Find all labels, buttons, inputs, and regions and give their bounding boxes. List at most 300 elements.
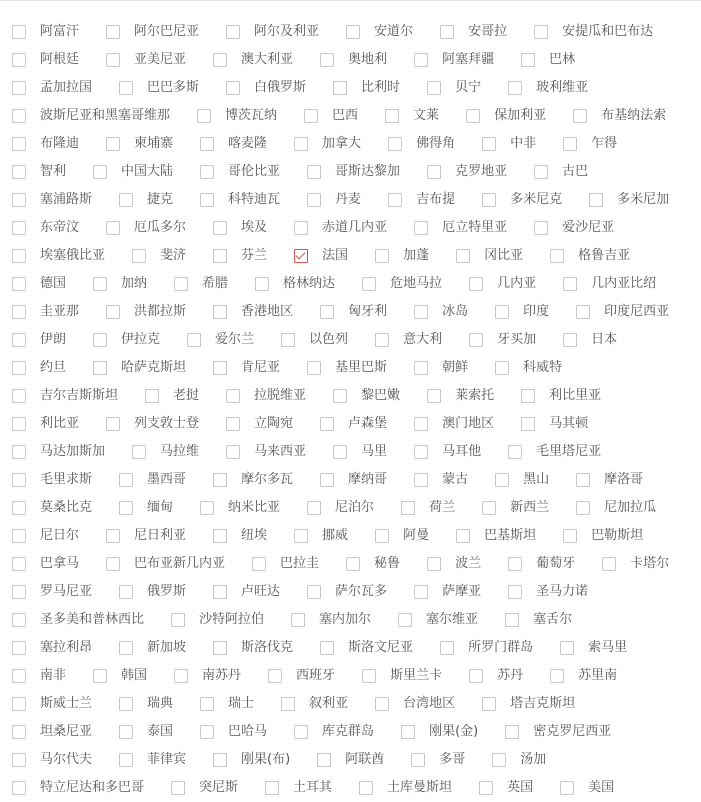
checkbox[interactable] (119, 501, 133, 515)
checkbox[interactable] (200, 137, 214, 151)
country-option[interactable] (265, 781, 332, 795)
country-option[interactable] (482, 193, 562, 207)
country-option[interactable] (563, 333, 617, 347)
country-option[interactable] (200, 725, 267, 739)
country-option[interactable] (106, 221, 186, 235)
checkbox[interactable] (479, 781, 493, 795)
checkbox[interactable] (317, 753, 331, 767)
checkbox[interactable] (119, 697, 133, 711)
country-option[interactable] (174, 277, 228, 291)
country-option[interactable] (213, 753, 290, 767)
checkbox[interactable] (333, 445, 347, 459)
checkbox[interactable] (12, 81, 26, 95)
checkbox[interactable] (375, 697, 389, 711)
checkbox[interactable] (320, 417, 334, 431)
checkbox[interactable] (346, 25, 360, 39)
checkbox[interactable] (440, 641, 454, 655)
checkbox[interactable] (12, 221, 26, 235)
checkbox[interactable] (171, 781, 185, 795)
checkbox[interactable] (12, 389, 26, 403)
country-option[interactable] (482, 137, 536, 151)
checkbox[interactable] (12, 249, 26, 263)
checkbox[interactable] (145, 389, 159, 403)
country-option[interactable] (119, 697, 173, 711)
country-option[interactable] (12, 501, 92, 515)
checkbox[interactable] (106, 137, 120, 151)
country-option[interactable] (414, 53, 494, 67)
checkbox[interactable] (307, 501, 321, 515)
checkbox[interactable] (12, 669, 26, 683)
checkbox[interactable] (213, 585, 227, 599)
country-option[interactable] (320, 53, 387, 67)
country-option[interactable] (106, 529, 186, 543)
country-option[interactable] (12, 53, 79, 67)
checkbox[interactable] (427, 389, 441, 403)
country-option[interactable] (119, 641, 186, 655)
country-option[interactable] (106, 417, 199, 431)
checkbox[interactable] (294, 137, 308, 151)
checkbox[interactable] (427, 81, 441, 95)
country-option[interactable] (171, 613, 264, 627)
checkbox[interactable] (12, 445, 26, 459)
checkbox[interactable] (12, 109, 26, 123)
country-option[interactable] (119, 81, 199, 95)
country-option[interactable] (12, 669, 66, 683)
country-option[interactable] (505, 613, 572, 627)
checkbox[interactable] (119, 473, 133, 487)
country-option[interactable] (414, 417, 494, 431)
checkbox[interactable] (414, 361, 428, 375)
country-option[interactable] (12, 137, 79, 151)
country-option[interactable] (12, 445, 105, 459)
country-option[interactable] (12, 697, 92, 711)
checkbox[interactable] (550, 669, 564, 683)
country-option[interactable] (427, 557, 481, 571)
country-option[interactable] (414, 445, 481, 459)
checkbox[interactable] (304, 109, 318, 123)
checkbox[interactable] (12, 53, 26, 67)
checkbox[interactable] (294, 221, 308, 235)
country-option[interactable] (106, 25, 199, 39)
checkbox[interactable] (200, 193, 214, 207)
country-option[interactable] (456, 529, 536, 543)
checkbox[interactable] (12, 613, 26, 627)
checkbox[interactable] (119, 585, 133, 599)
country-option[interactable] (411, 753, 465, 767)
country-option[interactable] (213, 585, 280, 599)
checkbox[interactable] (213, 221, 227, 235)
checkbox[interactable] (320, 305, 334, 319)
checkbox[interactable] (12, 333, 26, 347)
checkbox[interactable] (440, 25, 454, 39)
country-option[interactable] (200, 165, 280, 179)
checkbox[interactable] (414, 585, 428, 599)
checkbox[interactable] (281, 697, 295, 711)
country-option[interactable] (187, 333, 254, 347)
checkbox[interactable] (226, 81, 240, 95)
country-option[interactable] (320, 417, 387, 431)
checkbox[interactable] (362, 669, 376, 683)
country-option[interactable] (119, 193, 173, 207)
country-option[interactable] (414, 221, 507, 235)
country-option[interactable] (213, 221, 267, 235)
checkbox[interactable] (213, 249, 227, 263)
checkbox[interactable] (508, 445, 522, 459)
checkbox[interactable] (521, 389, 535, 403)
country-option[interactable] (576, 501, 656, 515)
country-option[interactable] (12, 109, 170, 123)
checkbox[interactable] (294, 725, 308, 739)
checkbox[interactable] (93, 361, 107, 375)
checkbox[interactable] (589, 193, 603, 207)
checkbox[interactable] (482, 137, 496, 151)
checkbox[interactable] (505, 613, 519, 627)
country-option[interactable] (440, 641, 533, 655)
country-option[interactable] (12, 389, 118, 403)
country-option[interactable] (375, 697, 455, 711)
checkbox[interactable] (200, 165, 214, 179)
country-option[interactable] (12, 249, 105, 263)
country-option[interactable] (505, 725, 611, 739)
country-option[interactable] (213, 53, 293, 67)
country-option[interactable] (401, 501, 455, 515)
country-option[interactable] (12, 753, 92, 767)
country-option[interactable] (12, 529, 79, 543)
checkbox[interactable] (200, 725, 214, 739)
checkbox[interactable] (12, 641, 26, 655)
country-option[interactable] (534, 25, 653, 39)
country-option[interactable] (388, 137, 455, 151)
country-option[interactable] (563, 277, 656, 291)
country-option[interactable] (213, 529, 267, 543)
checkbox[interactable] (213, 361, 227, 375)
checkbox[interactable] (362, 277, 376, 291)
checkbox[interactable] (414, 305, 428, 319)
country-option[interactable] (226, 445, 306, 459)
checkbox[interactable] (560, 781, 574, 795)
checkbox[interactable] (106, 557, 120, 571)
country-option[interactable] (106, 137, 173, 151)
checkbox[interactable] (521, 53, 535, 67)
checkbox[interactable] (550, 249, 564, 263)
country-option[interactable] (119, 753, 186, 767)
checkbox[interactable] (12, 585, 26, 599)
country-option[interactable] (359, 781, 452, 795)
checkbox[interactable] (320, 641, 334, 655)
country-option[interactable] (521, 389, 601, 403)
checkbox[interactable] (573, 109, 587, 123)
country-option[interactable] (213, 361, 280, 375)
country-option[interactable] (414, 361, 468, 375)
country-option[interactable] (466, 109, 546, 123)
checkbox[interactable] (534, 25, 548, 39)
country-option[interactable] (495, 473, 549, 487)
checkbox[interactable] (12, 277, 26, 291)
country-option[interactable] (388, 193, 455, 207)
checkbox[interactable] (265, 781, 279, 795)
country-option[interactable] (294, 529, 348, 543)
checkbox[interactable] (213, 753, 227, 767)
country-option[interactable] (93, 669, 147, 683)
checkbox[interactable] (213, 529, 227, 543)
country-option[interactable] (362, 669, 442, 683)
country-option[interactable] (12, 277, 66, 291)
checkbox[interactable] (576, 305, 590, 319)
country-option[interactable] (375, 249, 429, 263)
country-option[interactable] (492, 753, 546, 767)
country-option[interactable] (550, 669, 617, 683)
checkbox[interactable] (508, 557, 522, 571)
checkbox[interactable] (521, 417, 535, 431)
country-option[interactable] (132, 445, 199, 459)
checkbox[interactable] (560, 641, 574, 655)
checkbox[interactable] (414, 221, 428, 235)
country-option[interactable] (12, 361, 66, 375)
country-option[interactable] (145, 389, 199, 403)
checkbox[interactable] (268, 669, 282, 683)
checkbox[interactable] (119, 753, 133, 767)
checkbox[interactable] (375, 529, 389, 543)
checkbox[interactable] (359, 781, 373, 795)
checkbox[interactable] (12, 305, 26, 319)
checkbox[interactable] (12, 529, 26, 543)
checkbox[interactable] (563, 529, 577, 543)
country-option[interactable] (469, 277, 536, 291)
country-option[interactable] (93, 361, 186, 375)
country-option[interactable] (508, 81, 588, 95)
country-option[interactable] (307, 501, 374, 515)
checkbox[interactable] (469, 277, 483, 291)
country-option[interactable] (521, 53, 575, 67)
checkbox[interactable] (226, 417, 240, 431)
checkbox[interactable] (398, 613, 412, 627)
checkbox[interactable] (106, 529, 120, 543)
country-option[interactable] (12, 473, 92, 487)
checkbox[interactable] (132, 445, 146, 459)
country-option[interactable] (427, 81, 481, 95)
checkbox[interactable] (12, 361, 26, 375)
checkbox[interactable] (119, 725, 133, 739)
checkbox[interactable] (12, 25, 26, 39)
country-option[interactable] (495, 305, 549, 319)
country-option[interactable] (346, 25, 413, 39)
country-option[interactable] (294, 137, 361, 151)
country-option[interactable] (550, 249, 630, 263)
country-option[interactable] (200, 697, 254, 711)
country-option[interactable] (469, 333, 536, 347)
country-option[interactable] (508, 445, 601, 459)
checkbox[interactable] (12, 417, 26, 431)
checkbox[interactable] (482, 193, 496, 207)
country-option[interactable] (414, 585, 481, 599)
country-option[interactable] (106, 557, 225, 571)
checkbox[interactable] (12, 697, 26, 711)
checkbox[interactable] (12, 725, 26, 739)
country-option[interactable] (307, 361, 387, 375)
checkbox[interactable] (333, 81, 347, 95)
checkbox[interactable] (505, 725, 519, 739)
checkbox[interactable] (456, 529, 470, 543)
country-option[interactable] (508, 557, 575, 571)
country-option[interactable] (362, 277, 442, 291)
checkbox[interactable] (563, 137, 577, 151)
country-option[interactable] (563, 529, 643, 543)
checkbox[interactable] (132, 249, 146, 263)
checkbox[interactable] (213, 641, 227, 655)
country-option[interactable] (589, 193, 669, 207)
country-option[interactable] (307, 165, 400, 179)
country-option[interactable] (119, 473, 186, 487)
checkbox[interactable] (466, 109, 480, 123)
country-option[interactable] (304, 109, 358, 123)
country-option[interactable] (197, 109, 277, 123)
country-option[interactable] (375, 529, 429, 543)
country-option[interactable] (414, 305, 468, 319)
country-option[interactable] (333, 389, 400, 403)
checkbox[interactable] (226, 25, 240, 39)
checkbox[interactable] (93, 277, 107, 291)
country-option[interactable] (226, 25, 319, 39)
country-option[interactable] (106, 305, 186, 319)
country-option[interactable] (534, 165, 588, 179)
checkbox[interactable] (255, 277, 269, 291)
country-option[interactable] (171, 781, 238, 795)
checkbox[interactable] (563, 277, 577, 291)
country-option[interactable] (320, 473, 387, 487)
country-option[interactable] (12, 585, 92, 599)
country-option[interactable] (333, 81, 400, 95)
country-option[interactable] (320, 305, 387, 319)
checkbox[interactable] (414, 445, 428, 459)
checkbox[interactable] (375, 249, 389, 263)
country-option[interactable] (226, 389, 306, 403)
checkbox[interactable] (119, 81, 133, 95)
country-option[interactable] (252, 557, 319, 571)
checkbox[interactable] (602, 557, 616, 571)
checkbox[interactable] (119, 641, 133, 655)
country-option[interactable] (12, 25, 79, 39)
country-option[interactable] (576, 305, 669, 319)
country-option[interactable] (93, 333, 160, 347)
country-option[interactable] (119, 585, 186, 599)
checkbox[interactable] (213, 305, 227, 319)
checkbox[interactable] (281, 333, 295, 347)
checkbox[interactable] (414, 473, 428, 487)
checkbox[interactable] (375, 333, 389, 347)
checkbox[interactable] (333, 389, 347, 403)
country-option[interactable] (12, 417, 79, 431)
checkbox[interactable] (385, 109, 399, 123)
country-option[interactable] (132, 249, 186, 263)
country-option[interactable] (414, 473, 468, 487)
checkbox[interactable] (508, 81, 522, 95)
country-option[interactable] (375, 333, 442, 347)
country-option[interactable] (307, 193, 361, 207)
checkbox[interactable] (252, 557, 266, 571)
checkbox[interactable] (12, 557, 26, 571)
checkbox[interactable] (401, 725, 415, 739)
checkbox[interactable] (534, 165, 548, 179)
country-option[interactable] (174, 669, 241, 683)
checkbox[interactable] (414, 53, 428, 67)
checkbox[interactable] (388, 137, 402, 151)
checkbox[interactable] (469, 333, 483, 347)
checkbox[interactable] (226, 445, 240, 459)
country-option[interactable] (427, 389, 494, 403)
checkbox[interactable] (197, 109, 211, 123)
country-option[interactable] (560, 641, 627, 655)
checkbox[interactable] (401, 501, 415, 515)
country-option[interactable] (482, 501, 549, 515)
country-option[interactable] (456, 249, 523, 263)
checkbox[interactable] (508, 585, 522, 599)
country-option[interactable] (213, 473, 293, 487)
checkbox[interactable] (388, 193, 402, 207)
checkbox[interactable] (469, 669, 483, 683)
country-option[interactable] (213, 305, 293, 319)
checkbox[interactable] (226, 389, 240, 403)
checkbox[interactable] (495, 305, 509, 319)
checkbox[interactable] (12, 137, 26, 151)
country-option[interactable] (469, 669, 523, 683)
checkbox[interactable] (12, 165, 26, 179)
checkbox[interactable] (12, 753, 26, 767)
checkbox[interactable] (456, 249, 470, 263)
checkbox[interactable] (307, 193, 321, 207)
country-option[interactable] (12, 81, 92, 95)
checkbox[interactable] (174, 669, 188, 683)
checkbox[interactable] (492, 753, 506, 767)
country-option[interactable] (495, 361, 562, 375)
country-option[interactable] (226, 81, 306, 95)
checkbox[interactable] (482, 501, 496, 515)
checkbox[interactable] (93, 165, 107, 179)
country-option[interactable] (291, 613, 371, 627)
country-option[interactable] (576, 473, 643, 487)
country-option[interactable] (255, 277, 335, 291)
country-option[interactable] (508, 585, 588, 599)
country-option[interactable] (333, 445, 387, 459)
checkbox[interactable] (294, 529, 308, 543)
checkbox[interactable] (187, 333, 201, 347)
country-option[interactable] (200, 137, 267, 151)
checkbox[interactable] (307, 361, 321, 375)
checkbox[interactable] (12, 193, 26, 207)
country-option[interactable] (119, 501, 173, 515)
country-option[interactable] (12, 193, 92, 207)
checkbox[interactable] (427, 165, 441, 179)
country-option[interactable] (12, 641, 92, 655)
checkbox[interactable] (495, 361, 509, 375)
checkbox[interactable] (320, 473, 334, 487)
country-option[interactable] (346, 557, 400, 571)
country-option[interactable] (93, 165, 173, 179)
country-option[interactable] (213, 641, 293, 655)
checkbox[interactable] (12, 473, 26, 487)
country-option[interactable] (573, 109, 666, 123)
country-option[interactable] (281, 333, 348, 347)
checkbox[interactable] (213, 473, 227, 487)
checkbox[interactable] (93, 669, 107, 683)
country-option[interactable] (602, 557, 669, 571)
country-option[interactable] (427, 165, 507, 179)
country-option[interactable] (479, 781, 533, 795)
country-option[interactable] (226, 417, 293, 431)
country-option[interactable] (294, 249, 348, 263)
country-option[interactable] (106, 53, 186, 67)
country-option[interactable] (119, 725, 173, 739)
country-option[interactable] (521, 417, 588, 431)
